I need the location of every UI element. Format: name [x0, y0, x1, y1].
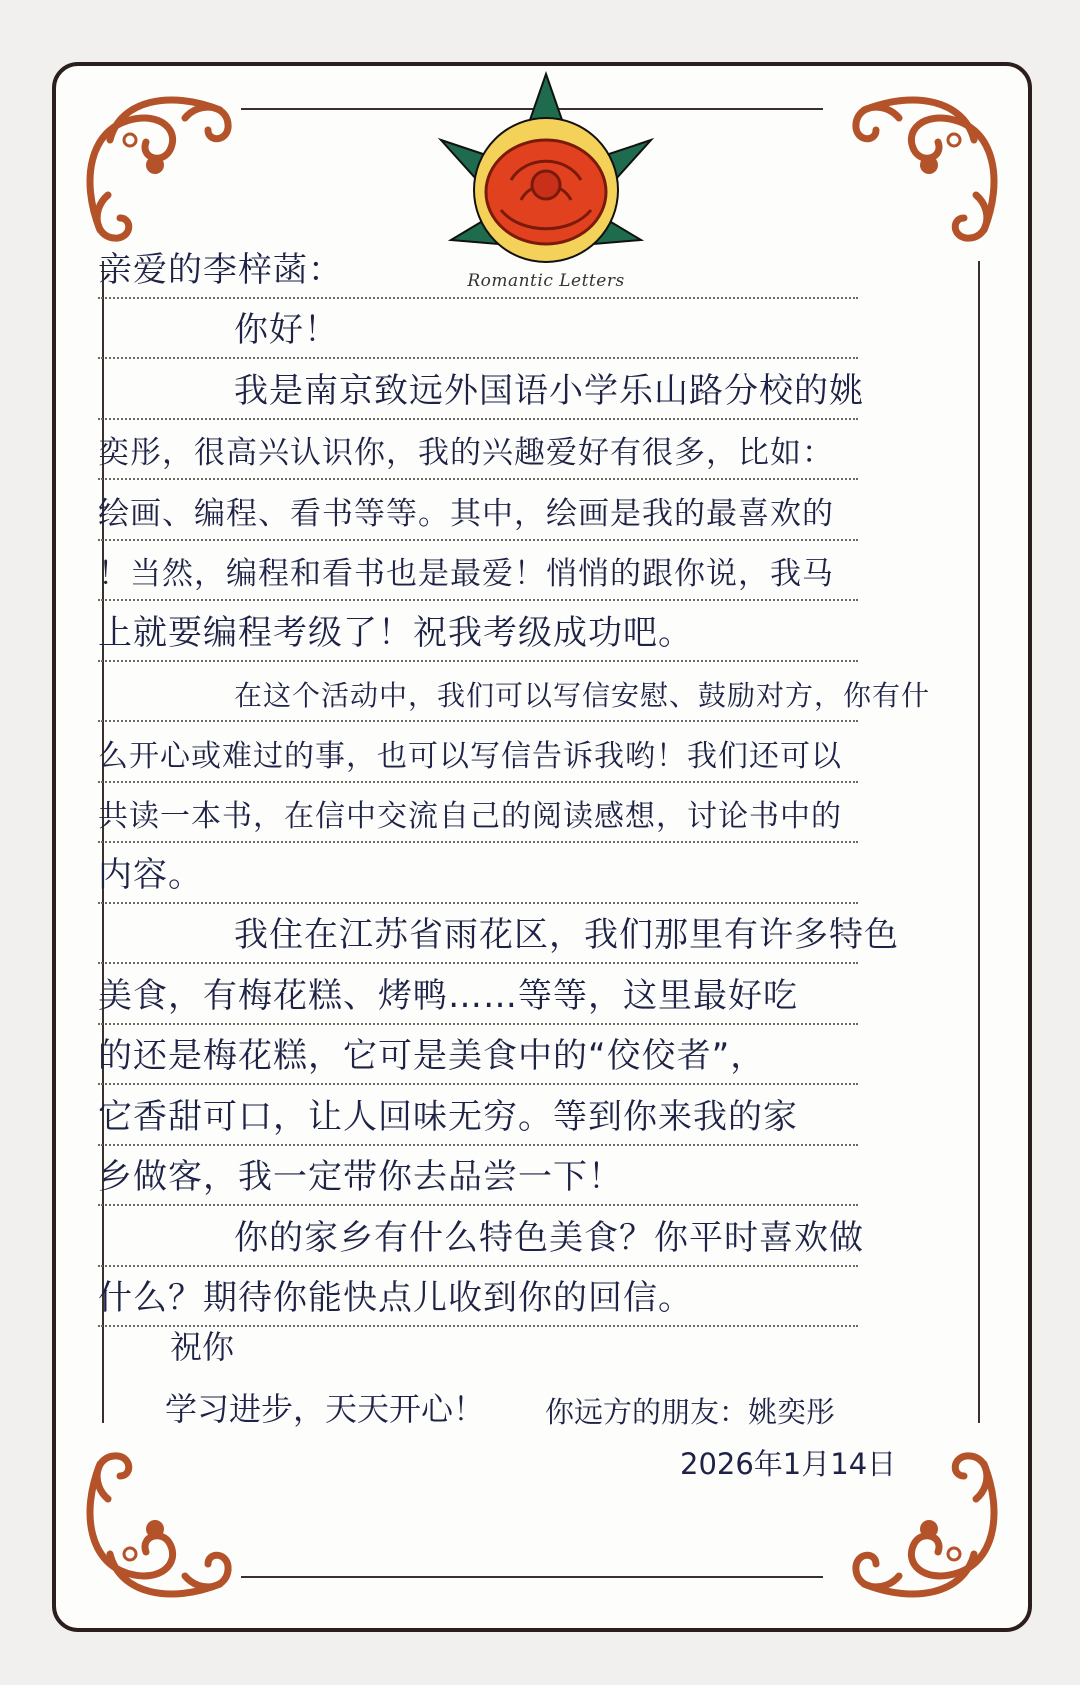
brand-text: Romantic Letters — [467, 271, 625, 291]
letter-line: 么开心或难过的事，也可以写信告诉我哟！我们还可以 — [98, 722, 858, 783]
letter-line: 的还是梅花糕，它可是美食中的“佼佼者”， — [98, 1025, 858, 1086]
letter-line: 什么？期待你能快点儿收到你的回信。 — [98, 1267, 858, 1328]
frame-line-bottom — [241, 1576, 823, 1578]
corner-ornament-bottom-left — [70, 1444, 240, 1614]
letter-date: 2026年1月14日 — [680, 1447, 897, 1481]
letter-line: 乡做客，我一定带你去品尝一下！ — [98, 1146, 858, 1207]
closing-wish: 学习进步，天天开心！ — [165, 1390, 486, 1428]
letter-line: 绘画、编程、看书等等。其中，绘画是我的最喜欢的 — [98, 480, 858, 541]
letter-body — [98, 238, 931, 1327]
letter-line: 共读一本书，在信中交流自己的阅读感想，讨论书中的 — [98, 783, 858, 844]
letter-line: 你好！ — [98, 299, 858, 360]
letter-line: 奕彤，很高兴认识你，我的兴趣爱好有很多，比如： — [98, 420, 858, 481]
corner-ornament-top-left — [70, 80, 240, 250]
frame-line-right — [978, 261, 980, 1423]
letter-line: 上就要编程考级了！祝我考级成功吧。 — [98, 601, 858, 662]
letter-line: 亲爱的李梓菡： — [98, 238, 858, 299]
closing-greeting: 祝你 — [170, 1328, 235, 1366]
letter-line: 美食，有梅花糕、烤鸭……等等，这里最好吃 — [98, 964, 858, 1025]
corner-ornament-top-right — [844, 80, 1014, 250]
letter-line: 我住在江苏省雨花区，我们那里有许多特色 — [98, 904, 858, 965]
signature: 你远方的朋友：姚奕彤 — [545, 1395, 836, 1429]
letter-line: 你的家乡有什么特色美食？你平时喜欢做 — [98, 1206, 858, 1267]
letter-line: 它香甜可口，让人回味无穷。等到你来我的家 — [98, 1085, 858, 1146]
letter-line: 在这个活动中，我们可以写信安慰、鼓励对方，你有什 — [98, 662, 858, 723]
letter-line: ！当然，编程和看书也是最爱！悄悄的跟你说，我马 — [98, 541, 858, 602]
letter-line: 内容。 — [98, 843, 858, 904]
letter-line: 我是南京致远外国语小学乐山路分校的姚 — [98, 359, 858, 420]
